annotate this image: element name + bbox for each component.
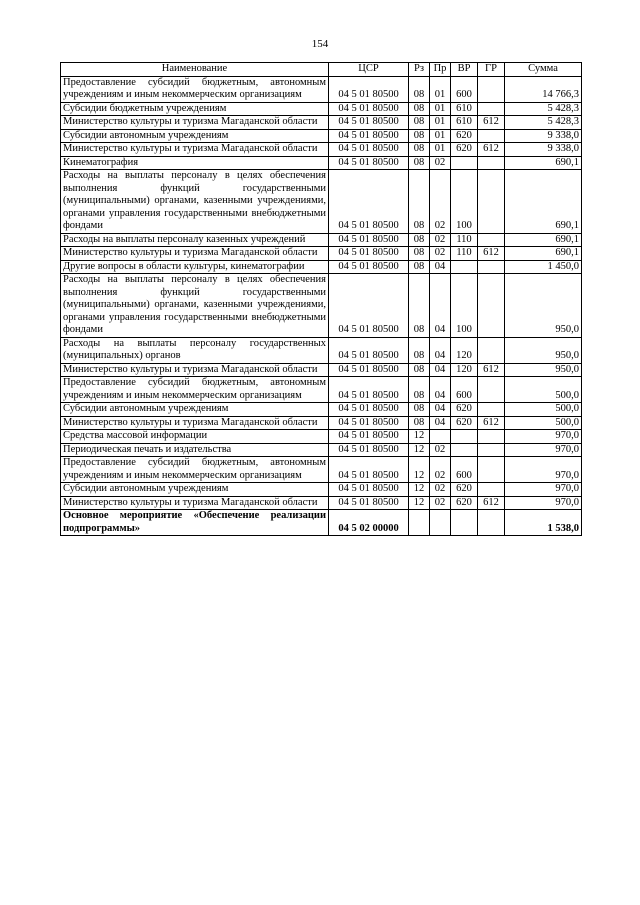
- cell-name: Субсидии бюджетным учреждениям: [61, 102, 329, 116]
- cell-rz: 08: [409, 363, 430, 377]
- cell-gr: [478, 443, 505, 457]
- table-row: [61, 416, 582, 430]
- header-vr: ВР: [451, 63, 478, 77]
- cell-csr: 04 5 01 80500: [329, 170, 409, 234]
- cell-pr: 04: [430, 363, 451, 377]
- table-row: [61, 143, 582, 157]
- cell-rz: 08: [409, 274, 430, 338]
- cell-rz: 12: [409, 443, 430, 457]
- table-row: [61, 337, 582, 363]
- table-row: [61, 156, 582, 170]
- cell-csr: 04 5 01 80500: [329, 233, 409, 247]
- cell-gr: 612: [478, 363, 505, 377]
- cell-csr: 04 5 01 80500: [329, 76, 409, 102]
- cell-vr: 600: [451, 457, 478, 483]
- cell-pr: 04: [430, 337, 451, 363]
- cell-csr: 04 5 01 80500: [329, 156, 409, 170]
- cell-sum: 500,0: [505, 377, 582, 403]
- cell-sum: 1 450,0: [505, 260, 582, 274]
- header-name: Наименование: [61, 63, 329, 77]
- cell-vr: 100: [451, 274, 478, 338]
- cell-pr: [430, 510, 451, 536]
- cell-sum: 500,0: [505, 403, 582, 417]
- cell-sum: 690,1: [505, 170, 582, 234]
- cell-csr: 04 5 01 80500: [329, 247, 409, 261]
- cell-name: Предоставление субсидий бюджетным, автономным учреждениям и иным некоммерческим организациям: [61, 457, 329, 483]
- cell-name: Субсидии автономным учреждениям: [61, 483, 329, 497]
- cell-sum: 14 766,3: [505, 76, 582, 102]
- cell-pr: 04: [430, 377, 451, 403]
- cell-rz: 12: [409, 430, 430, 444]
- table-row: [61, 457, 582, 483]
- cell-name: Министерство культуры и туризма Магаданской области: [61, 247, 329, 261]
- cell-sum: 500,0: [505, 416, 582, 430]
- cell-sum: 5 428,3: [505, 102, 582, 116]
- cell-rz: 08: [409, 156, 430, 170]
- cell-sum: 690,1: [505, 233, 582, 247]
- cell-rz: 08: [409, 337, 430, 363]
- cell-sum: 9 338,0: [505, 143, 582, 157]
- cell-gr: [478, 102, 505, 116]
- table-row: [61, 233, 582, 247]
- cell-vr: 620: [451, 483, 478, 497]
- table-row: [61, 483, 582, 497]
- cell-vr: [451, 260, 478, 274]
- cell-rz: 12: [409, 496, 430, 510]
- cell-name: Расходы на выплаты персоналу в целях обеспечения выполнения функций государственными (муниципальными) органами, казенными учреждениями, органами управления государственными внебюджетными фондами: [61, 170, 329, 234]
- cell-rz: 08: [409, 260, 430, 274]
- cell-name: Расходы на выплаты персоналу государственных (муниципальных) органов: [61, 337, 329, 363]
- table-row: [61, 274, 582, 338]
- table-row: [61, 260, 582, 274]
- cell-rz: 08: [409, 170, 430, 234]
- cell-vr: [451, 510, 478, 536]
- cell-sum: 5 428,3: [505, 116, 582, 130]
- cell-name: Предоставление субсидий бюджетным, автономным учреждениям и иным некоммерческим организациям: [61, 76, 329, 102]
- cell-csr: 04 5 01 80500: [329, 416, 409, 430]
- cell-rz: 08: [409, 76, 430, 102]
- cell-name: Основное мероприятие «Обеспечение реализации подпрограммы»: [61, 510, 329, 536]
- cell-pr: 04: [430, 274, 451, 338]
- cell-gr: [478, 170, 505, 234]
- cell-gr: [478, 233, 505, 247]
- cell-gr: [478, 510, 505, 536]
- header-rz: Рз: [409, 63, 430, 77]
- cell-pr: 01: [430, 143, 451, 157]
- cell-rz: 08: [409, 129, 430, 143]
- table-row: [61, 443, 582, 457]
- cell-rz: 12: [409, 483, 430, 497]
- cell-gr: 612: [478, 416, 505, 430]
- cell-vr: [451, 156, 478, 170]
- cell-vr: 120: [451, 337, 478, 363]
- cell-sum: 9 338,0: [505, 129, 582, 143]
- cell-name: Министерство культуры и туризма Магаданской области: [61, 116, 329, 130]
- cell-rz: 08: [409, 143, 430, 157]
- cell-sum: 690,1: [505, 156, 582, 170]
- cell-vr: 120: [451, 363, 478, 377]
- cell-gr: [478, 337, 505, 363]
- cell-sum: 950,0: [505, 274, 582, 338]
- cell-sum: 690,1: [505, 247, 582, 261]
- cell-vr: 600: [451, 76, 478, 102]
- cell-vr: 110: [451, 247, 478, 261]
- cell-gr: [478, 377, 505, 403]
- cell-rz: 08: [409, 102, 430, 116]
- cell-gr: [478, 156, 505, 170]
- cell-name: Средства массовой информации: [61, 430, 329, 444]
- cell-csr: 04 5 01 80500: [329, 129, 409, 143]
- cell-gr: [478, 403, 505, 417]
- table-row: [61, 403, 582, 417]
- cell-csr: 04 5 01 80500: [329, 102, 409, 116]
- cell-sum: 950,0: [505, 363, 582, 377]
- budget-table: [60, 62, 582, 536]
- cell-sum: 950,0: [505, 337, 582, 363]
- table-header-row: [61, 63, 582, 77]
- cell-csr: 04 5 01 80500: [329, 116, 409, 130]
- cell-pr: 02: [430, 457, 451, 483]
- cell-csr: 04 5 01 80500: [329, 143, 409, 157]
- cell-csr: 04 5 01 80500: [329, 363, 409, 377]
- cell-pr: 02: [430, 483, 451, 497]
- cell-pr: 04: [430, 416, 451, 430]
- table-row: [61, 102, 582, 116]
- cell-csr: 04 5 01 80500: [329, 443, 409, 457]
- cell-rz: 08: [409, 116, 430, 130]
- header-csr: ЦСР: [329, 63, 409, 77]
- cell-vr: [451, 430, 478, 444]
- cell-pr: 02: [430, 233, 451, 247]
- cell-csr: 04 5 01 80500: [329, 430, 409, 444]
- cell-sum: 970,0: [505, 443, 582, 457]
- cell-vr: 620: [451, 403, 478, 417]
- cell-vr: [451, 443, 478, 457]
- cell-csr: 04 5 01 80500: [329, 496, 409, 510]
- cell-sum: 970,0: [505, 457, 582, 483]
- table-row: [61, 377, 582, 403]
- cell-name: Министерство культуры и туризма Магаданской области: [61, 496, 329, 510]
- cell-vr: 620: [451, 143, 478, 157]
- cell-gr: [478, 76, 505, 102]
- cell-vr: 600: [451, 377, 478, 403]
- table-row: [61, 76, 582, 102]
- cell-pr: 01: [430, 116, 451, 130]
- cell-name: Расходы на выплаты персоналу в целях обеспечения выполнения функций государственными (муниципальными) органами, казенными учреждениями, органами управления государственными внебюджетными фондами: [61, 274, 329, 338]
- table-row: [61, 510, 582, 536]
- cell-rz: 08: [409, 247, 430, 261]
- cell-sum: 1 538,0: [505, 510, 582, 536]
- cell-csr: 04 5 01 80500: [329, 403, 409, 417]
- cell-pr: 04: [430, 260, 451, 274]
- table-row: [61, 496, 582, 510]
- cell-rz: 08: [409, 416, 430, 430]
- cell-csr: 04 5 01 80500: [329, 274, 409, 338]
- cell-name: Министерство культуры и туризма Магаданской области: [61, 143, 329, 157]
- cell-vr: 100: [451, 170, 478, 234]
- table-row: [61, 363, 582, 377]
- cell-vr: 610: [451, 102, 478, 116]
- cell-csr: 04 5 01 80500: [329, 260, 409, 274]
- cell-name: Министерство культуры и туризма Магаданской области: [61, 416, 329, 430]
- table-row: [61, 170, 582, 234]
- cell-pr: 01: [430, 129, 451, 143]
- cell-rz: 08: [409, 377, 430, 403]
- cell-rz: [409, 510, 430, 536]
- page-number: 154: [311, 38, 329, 50]
- cell-gr: [478, 430, 505, 444]
- cell-gr: [478, 483, 505, 497]
- cell-pr: 01: [430, 102, 451, 116]
- cell-gr: 612: [478, 247, 505, 261]
- cell-gr: [478, 129, 505, 143]
- cell-vr: 110: [451, 233, 478, 247]
- cell-gr: [478, 274, 505, 338]
- header-sum: Сумма: [505, 63, 582, 77]
- cell-name: Кинематография: [61, 156, 329, 170]
- cell-gr: [478, 457, 505, 483]
- cell-name: Расходы на выплаты персоналу казенных учреждений: [61, 233, 329, 247]
- cell-vr: 620: [451, 416, 478, 430]
- cell-gr: [478, 260, 505, 274]
- cell-gr: 612: [478, 496, 505, 510]
- header-pr: Пр: [430, 63, 451, 77]
- cell-csr: 04 5 01 80500: [329, 377, 409, 403]
- cell-sum: 970,0: [505, 483, 582, 497]
- cell-csr: 04 5 01 80500: [329, 337, 409, 363]
- cell-csr: 04 5 01 80500: [329, 457, 409, 483]
- cell-name: Субсидии автономным учреждениям: [61, 403, 329, 417]
- table-row: [61, 129, 582, 143]
- table-row: [61, 430, 582, 444]
- table-row: [61, 116, 582, 130]
- cell-vr: 620: [451, 496, 478, 510]
- cell-name: Субсидии автономным учреждениям: [61, 129, 329, 143]
- cell-pr: 02: [430, 156, 451, 170]
- cell-sum: 970,0: [505, 496, 582, 510]
- cell-name: Министерство культуры и туризма Магаданской области: [61, 363, 329, 377]
- table-row: [61, 247, 582, 261]
- cell-csr: 04 5 01 80500: [329, 483, 409, 497]
- cell-vr: 610: [451, 116, 478, 130]
- header-gr: ГР: [478, 63, 505, 77]
- cell-vr: 620: [451, 129, 478, 143]
- cell-pr: 01: [430, 76, 451, 102]
- cell-name: Другие вопросы в области культуры, кинематографии: [61, 260, 329, 274]
- cell-gr: 612: [478, 116, 505, 130]
- cell-pr: [430, 430, 451, 444]
- cell-rz: 08: [409, 233, 430, 247]
- table-body: [61, 76, 582, 536]
- cell-pr: 02: [430, 170, 451, 234]
- cell-pr: 02: [430, 496, 451, 510]
- cell-rz: 08: [409, 403, 430, 417]
- cell-rz: 12: [409, 457, 430, 483]
- cell-pr: 02: [430, 247, 451, 261]
- cell-name: Периодическая печать и издательства: [61, 443, 329, 457]
- cell-name: Предоставление субсидий бюджетным, автономным учреждениям и иным некоммерческим организациям: [61, 377, 329, 403]
- cell-gr: 612: [478, 143, 505, 157]
- cell-pr: 02: [430, 443, 451, 457]
- cell-sum: 970,0: [505, 430, 582, 444]
- cell-csr: 04 5 02 00000: [329, 510, 409, 536]
- cell-pr: 04: [430, 403, 451, 417]
